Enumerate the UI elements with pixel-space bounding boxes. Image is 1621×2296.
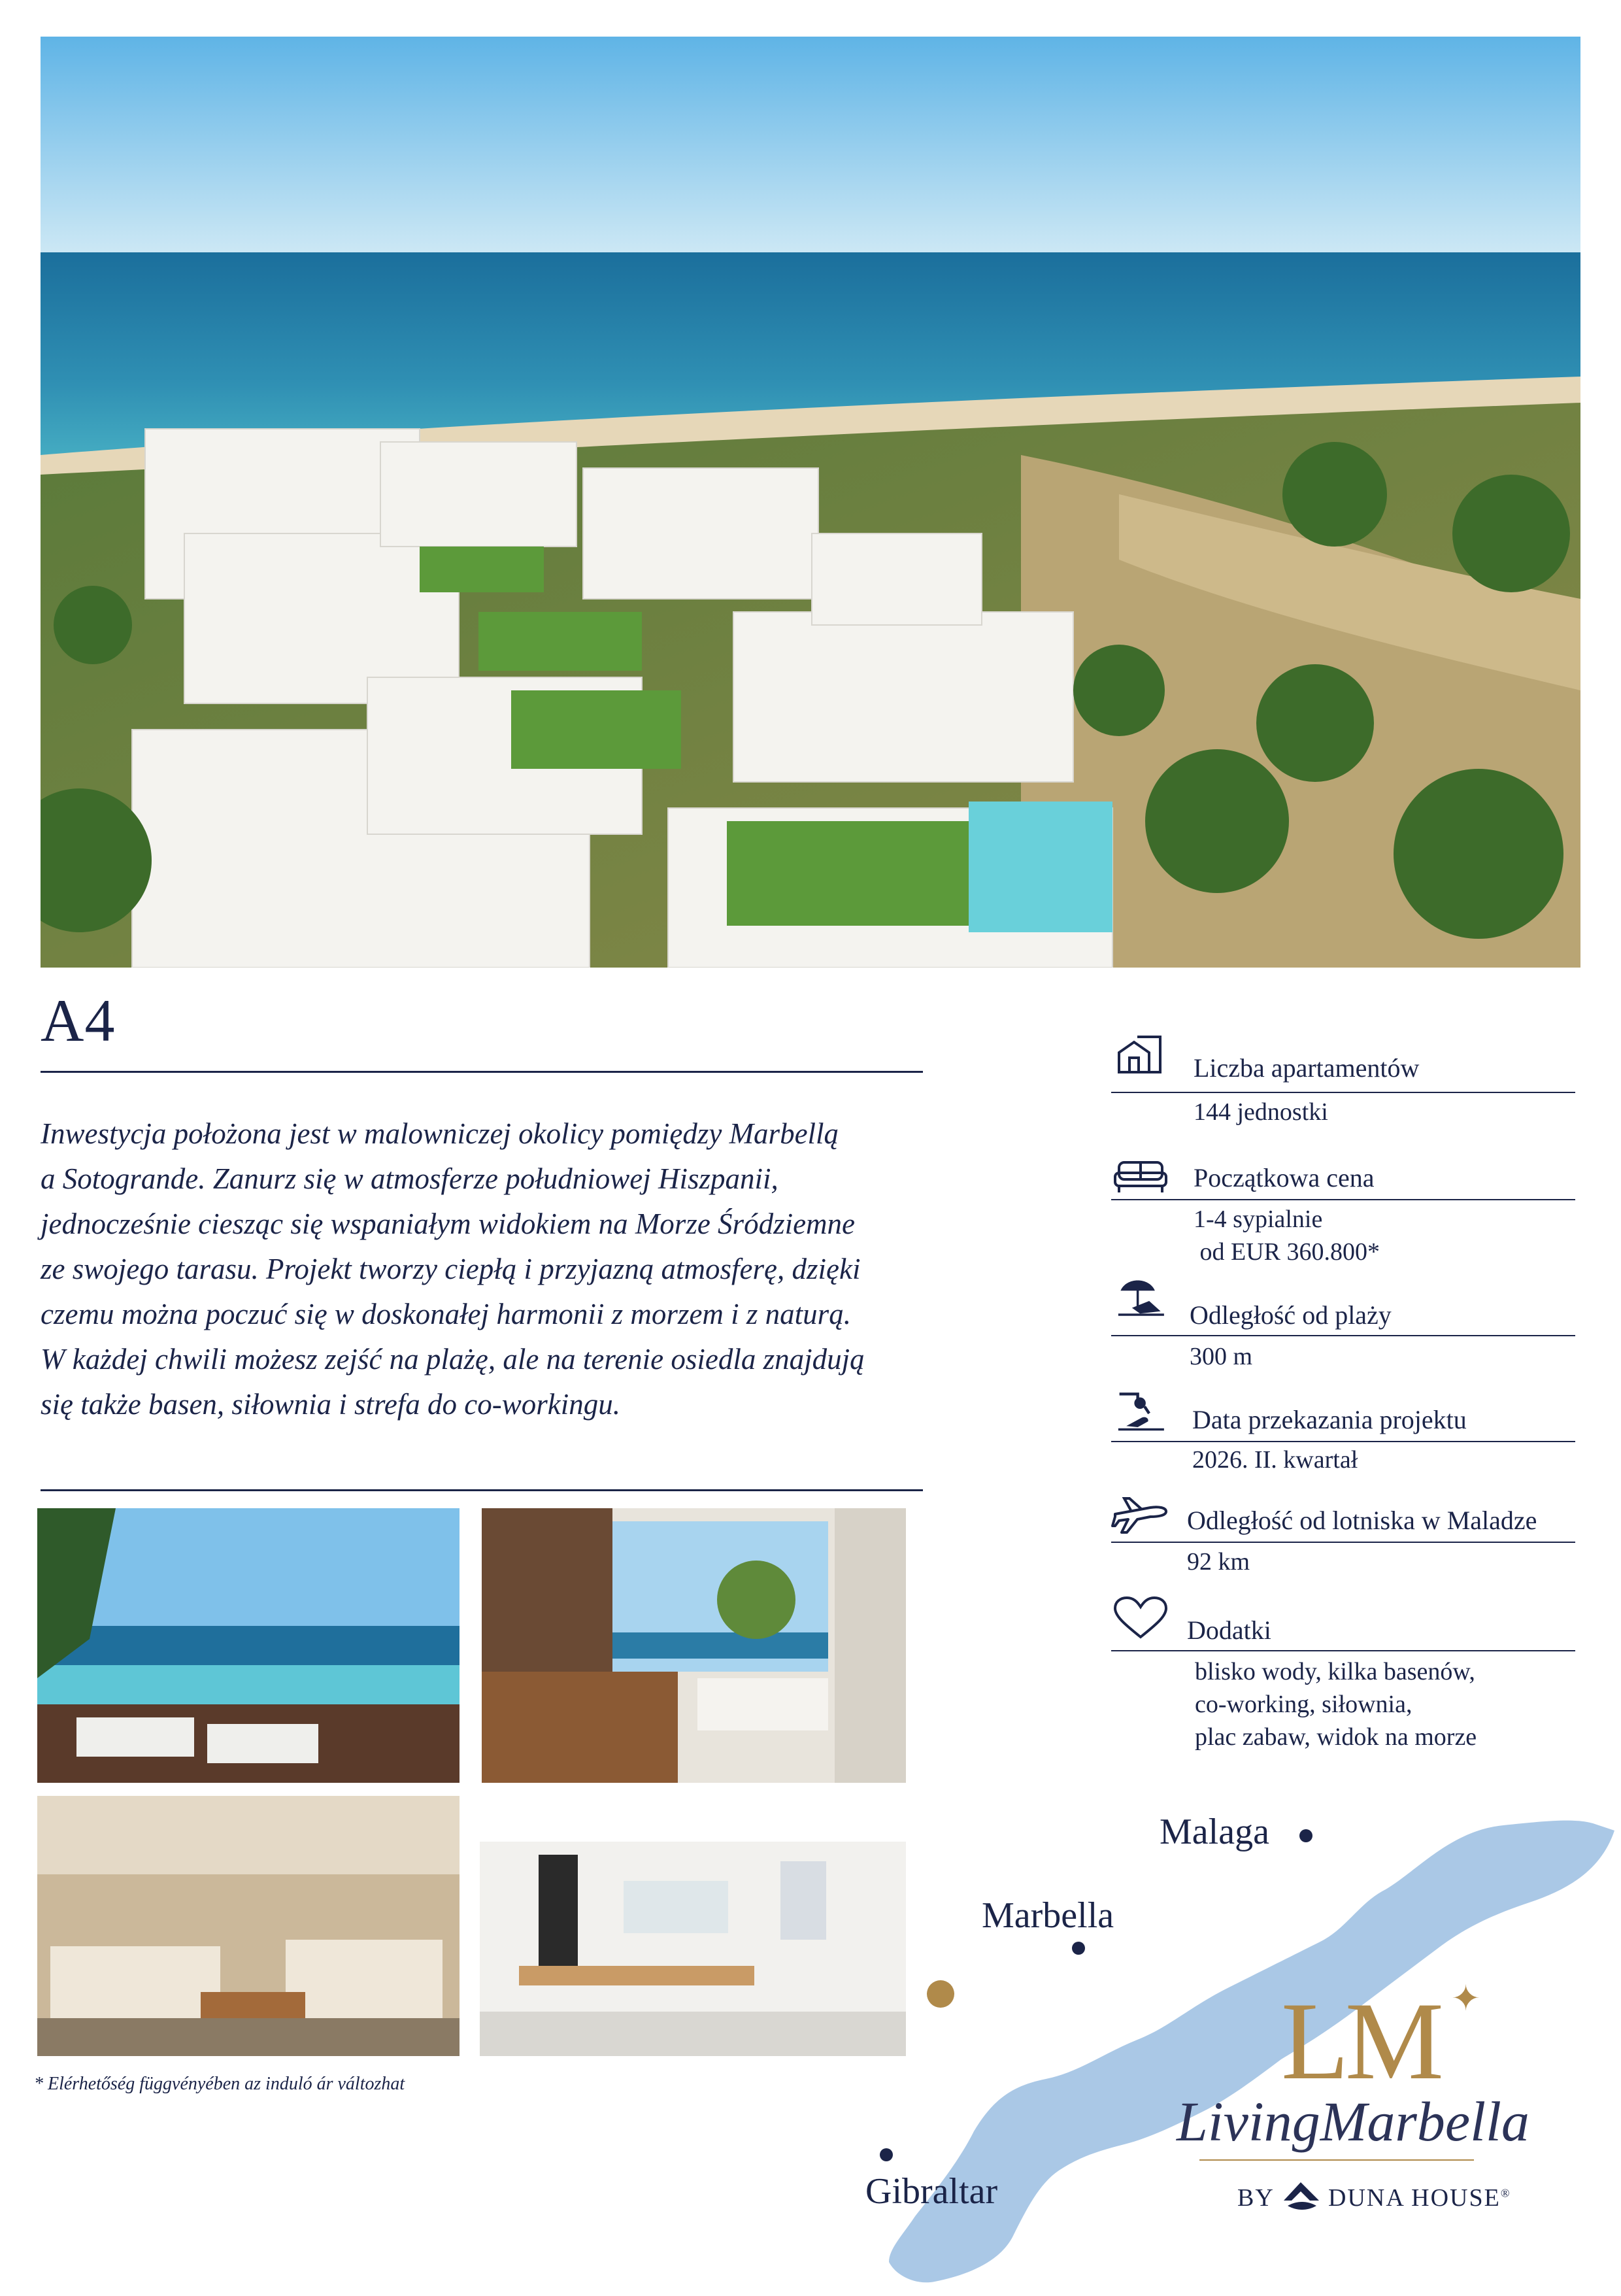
logo-brand-name: DUNA HOUSE — [1328, 2184, 1501, 2212]
feature-divider — [1111, 1199, 1575, 1200]
sofa-icon — [1111, 1151, 1170, 1196]
logo-monogram: LM — [1281, 1980, 1440, 2102]
feature-value: plac zabaw, widok na morze — [1195, 1723, 1477, 1751]
feature-value: 92 km — [1187, 1548, 1250, 1576]
airplane-icon — [1111, 1491, 1170, 1536]
gallery-photo-kitchen — [480, 1796, 906, 2056]
description-line: się także basen, siłownia i strefa do co-workingu. — [41, 1388, 621, 1421]
map-label-malaga: Malaga — [1160, 1812, 1269, 1852]
feature-value: blisko wody, kilka basenów, — [1195, 1658, 1475, 1685]
description-line: jednocześnie ciesząc się wspaniałym widokiem na Morze Śródziemne — [41, 1207, 856, 1240]
logo-wordmark: LivingMarbella — [1177, 2090, 1529, 2153]
heart-icon — [1111, 1595, 1170, 1641]
hero-aerial-photo — [41, 37, 1580, 968]
coast-map — [863, 1791, 1621, 2293]
logo-star-icon: ✦ — [1451, 1978, 1481, 2019]
description-line: W każdej chwili możesz zejść na plażę, ale na terenie osiedla znajdują — [41, 1343, 865, 1376]
map-label-marbella: Marbella — [982, 1895, 1114, 1936]
feature-value: 144 jednostki — [1194, 1098, 1328, 1126]
feature-label: Data przekazania projektu — [1192, 1405, 1467, 1434]
feature-label: Odległość od plaży — [1190, 1300, 1392, 1330]
feature-label: Początkowa cena — [1194, 1163, 1375, 1192]
feature-value: 1-4 sypialnie — [1194, 1206, 1323, 1233]
map-dot-gibraltar — [880, 2148, 893, 2161]
features-panel — [1105, 1033, 1575, 1765]
feature-label: Liczba apartamentów — [1194, 1053, 1420, 1083]
feature-label: Odległość od lotniska w Maladze — [1187, 1506, 1537, 1535]
logo-registered: ® — [1500, 2186, 1511, 2200]
duna-house-logo-icon — [1281, 2177, 1322, 2216]
title-divider — [41, 1071, 923, 1073]
location-marker — [927, 1980, 954, 2008]
feature-divider — [1111, 1542, 1575, 1543]
house-icon — [1111, 1033, 1170, 1079]
description-divider — [41, 1489, 923, 1491]
description-line: czemu można poczuć się w doskonałej harmonii z morzem i z naturą. — [41, 1298, 851, 1330]
feature-label: Dodatki — [1187, 1615, 1271, 1645]
feature-value: 2026. II. kwartał — [1192, 1446, 1358, 1474]
coast-map-shape — [863, 1791, 1621, 2293]
feature-value: od EUR 360.800* — [1194, 1238, 1380, 1266]
map-dot-marbella — [1072, 1942, 1085, 1955]
description-line: ze swojego tarasu. Projekt tworzy ciepłą i przyjazną atmosferę, dzięki — [41, 1253, 861, 1285]
map-dot-malaga — [1299, 1829, 1312, 1842]
map-label-gibraltar: Gibraltar — [865, 2171, 998, 2212]
description — [41, 1111, 1008, 1427]
logo-brand — [1328, 2184, 1511, 2212]
price-footnote: * Elérhetőség függvényében az induló ár változhat — [34, 2074, 405, 2094]
gallery-photo-pool — [37, 1508, 460, 1783]
feature-divider — [1111, 1441, 1575, 1442]
key-hand-icon — [1111, 1386, 1170, 1432]
feature-value: 300 m — [1190, 1343, 1253, 1370]
logo-by: BY — [1237, 2184, 1275, 2212]
logo-divider — [1199, 2159, 1474, 2161]
page-title: A4 — [41, 987, 116, 1054]
feature-divider — [1111, 1335, 1575, 1336]
gallery-photo-terrace — [482, 1508, 906, 1783]
feature-divider — [1111, 1092, 1575, 1093]
description-line: Inwestycja położona jest w malowniczej okolicy pomiędzy Marbellą — [41, 1117, 839, 1150]
feature-divider — [1111, 1650, 1575, 1651]
description-line: a Sotogrande. Zanurz się w atmosferze południowej Hiszpanii, — [41, 1162, 778, 1195]
beach-umbrella-icon — [1111, 1274, 1170, 1319]
gallery-photo-living-room — [37, 1796, 460, 2056]
feature-value: co-working, siłownia, — [1195, 1691, 1412, 1718]
